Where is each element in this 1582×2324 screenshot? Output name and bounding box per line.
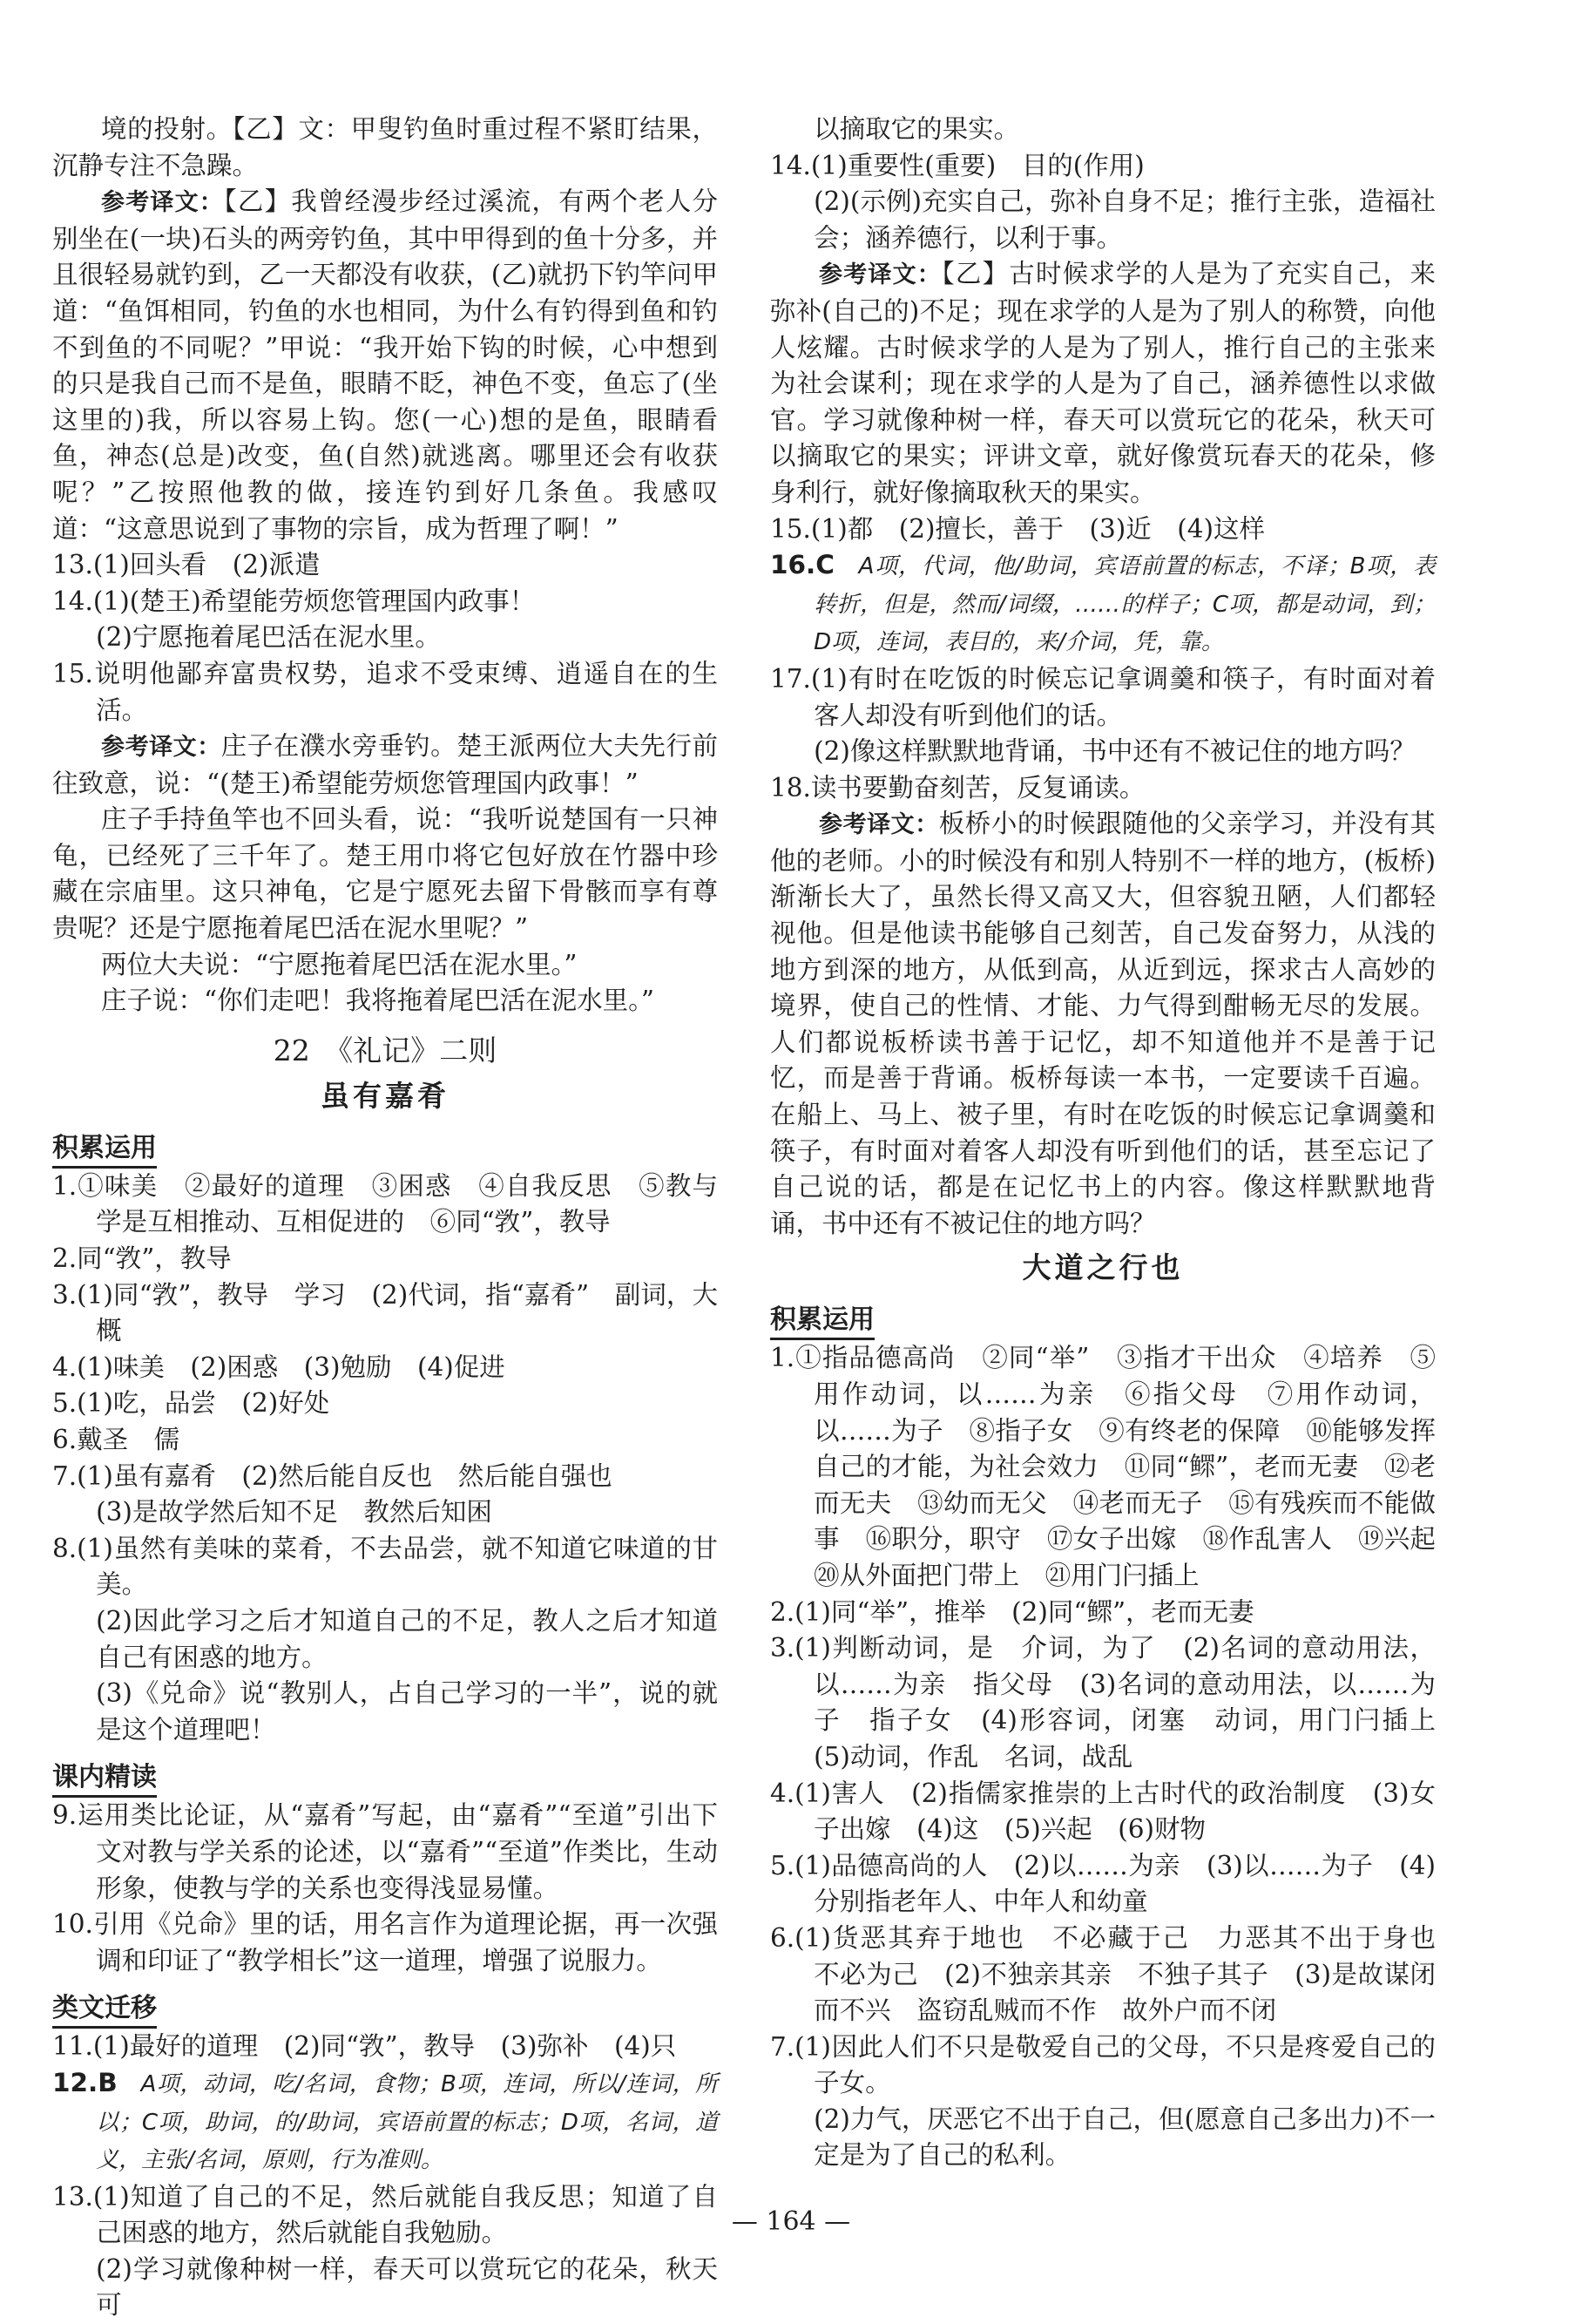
answer-item: 10.引用《兑命》里的话，用名言作为道理论据，再一次强调和印证了“教学相长”这一道理，增强了说服力。 bbox=[52, 1909, 718, 1975]
section-heading bbox=[770, 1296, 1436, 1340]
section-subtitle: 虽有嘉肴 bbox=[321, 1078, 450, 1113]
answer-item: 8.(1)虽然有美味的菜肴，不去品尝，就不知道它味道的甘美。 bbox=[52, 1533, 718, 1600]
answer-item: 14.(1)重要性(重要) 目的(作用) bbox=[770, 150, 1145, 180]
answer-subitem: (2)(示例)充实自己，弥补自身不足；推行主张，造福社会；涵养德行，以利于事。 bbox=[814, 186, 1436, 253]
paragraph: 境的投射。【乙】文：甲叟钓鱼时重过程不紧盯结果，沉静专注不急躁。 bbox=[52, 114, 718, 180]
answer-item-explained bbox=[770, 547, 1436, 661]
answer-item: 13.(1)知道了自己的不足，然后就能自我反思；知道了自己困惑的地方，然后就能自我勉励。 bbox=[52, 2181, 718, 2248]
answer-item: 15.(1)都 (2)擅长，善于 (3)近 (4)这样 bbox=[770, 513, 1266, 544]
answer-item: 7.(1)虽有嘉肴 (2)然后能自反也 然后能自强也 bbox=[52, 1460, 612, 1491]
paragraph: 庄子说：“你们走吧！我将拖着尾巴活在泥水里。” bbox=[101, 986, 654, 1016]
answer-item: 9.运用类比论证，从“嘉肴”写起，由“嘉肴”“至道”引出下文对教与学关系的论述，以“嘉肴”“至道”作类比，生动形象，使教与学的关系也变得浅显易懂。 bbox=[52, 1800, 718, 1903]
reference-text: 庄子在濮水旁垂钓。楚王派两位大夫先行前往致意，说：“(楚王)希望能劳烦您管理国内政事！” bbox=[52, 731, 718, 798]
answer-item: 13.(1)回头看 (2)派遣 bbox=[52, 550, 321, 580]
answer-subitem: 以摘取它的果实。 bbox=[814, 114, 1020, 144]
section-heading bbox=[52, 1124, 718, 1169]
answer-item: 3.(1)同“敩”，教导 学习 (2)代词，指“嘉肴” 副词，大概 bbox=[52, 1279, 718, 1346]
answer-subitem: (2)因此学习之后才知道自己的不足，教人之后才知道自己有困惑的地方。 bbox=[96, 1605, 718, 1672]
answer-item: 4.(1)味美 (2)困惑 (3)勉励 (4)促进 bbox=[52, 1352, 505, 1382]
answer-item: 18.读书要勤奋刻苦，反复诵读。 bbox=[770, 772, 1146, 803]
answer-item: 11.(1)最好的道理 (2)同“敩”，教导 (3)弥补 (4)只 bbox=[52, 2031, 677, 2062]
answer-explanation: A项，代词，他/助词，宾语前置的标志，不译；B项，表转折，但是，然而/词缀，……的样子；C项，都是动词，到；D项，连词，表目的，来/介词，凭，靠。 bbox=[814, 553, 1436, 656]
section-heading-label: 积累运用 bbox=[52, 1131, 157, 1169]
answer-subitem: (2)学习就像种树一样，春天可以赏玩它的花朵，秋天可 bbox=[96, 2253, 718, 2321]
answer-subitem: (2)力气，厌恶它不出于自己，但(愿意自己多出力)不一定是为了自己的私利。 bbox=[814, 2104, 1436, 2171]
answer-item: 1.①指品德高尚 ②同“举” ③指才干出众 ④培养 ⑤用作动词，以……为亲 ⑥指父母 ⑦用作动词，以……为子 ⑧指子女 ⑨有终老的保障 ⑩能够发挥自己的才能，为社会效力 ⑪同“鳏”，老而无妻 ⑫老而无夫 ⑬幼而无父 ⑭老而无子 ⑮有残疾而不能做事 ⑯职分，职守 ⑰女子出嫁 ⑱作乱害人 ⑲兴起 ⑳从外面把门带上 ㉑用门闩插上 bbox=[770, 1343, 1462, 1590]
answer-item: 17.(1)有时在吃饭的时候忘记拿调羹和筷子，有时面对着客人却没有听到他们的话。 bbox=[770, 663, 1436, 730]
reference-translation bbox=[770, 256, 1436, 511]
answer-item: 7.(1)因此人们不只是敬爱自己的父母，不只是疼爱自己的子女。 bbox=[770, 2031, 1436, 2098]
paragraph: 两位大夫说：“宁愿拖着尾巴活在泥水里。” bbox=[101, 949, 578, 979]
reference-translation bbox=[770, 806, 1436, 1242]
answer-item: 5.(1)吃，品尝 (2)好处 bbox=[52, 1388, 330, 1419]
answer-subitem: (3)是故学然后知不足 教然后知困 bbox=[96, 1497, 492, 1528]
section-subtitle: 大道之行也 bbox=[1022, 1250, 1184, 1285]
answer-choice: 16.C bbox=[770, 550, 835, 580]
answer-item: 14.(1)(楚王)希望能劳烦您管理国内政事！ bbox=[52, 586, 536, 616]
answer-item: 6.戴圣 儒 bbox=[52, 1425, 180, 1454]
answer-subitem: (2)宁愿拖着尾巴活在泥水里。 bbox=[96, 622, 441, 653]
reference-label: 参考译文： bbox=[101, 734, 221, 762]
answer-item: 3.(1)判断动词，是 介词，为了 (2)名词的意动用法，以……为亲 指父母 (3)名词的意动用法，以……为子 指子女 (4)形容词，闭塞 动词，用门闩插上 (5)动词，作乱 名词，战乱 bbox=[770, 1633, 1462, 1772]
answer-item: 1.①味美 ②最好的道理 ③困惑 ④自我反思 ⑤教与学是互相推动、互相促进的 ⑥同“敩”，教导 bbox=[52, 1170, 718, 1237]
reference-label: 参考译文： bbox=[819, 261, 942, 289]
reference-translation bbox=[52, 728, 718, 802]
answer-item: 6.(1)货恶其弃于地也 不必藏于己 力恶其不出于身也 不必为己 (2)不独亲其亲 不独子其子 (3)是故谋闭而不兴 盗窃乱贼而不作 故外户而不闭 bbox=[770, 1922, 1462, 2026]
reference-text: 【乙】我曾经漫步经过溪流，有两个老人分别坐在(一块)石头的两旁钓鱼，其中甲得到的鱼十分多，并且很轻易就钓到，乙一天都没有收获，(乙)就扔下钓竿问甲道：“鱼饵相同，钓鱼的水也相同，为什么有钓得到鱼和钓不到鱼的不同呢？”甲说：“我开始下钩的时候，心中想到的只是我自己而不是鱼，眼睛不眨，神色不变，鱼忘了(坐这里的)我，所以容易上钩。您(一心)想的是鱼，眼睛看鱼，神态(总是)改变，鱼(自然)就逃离。哪里还会有收获呢？”乙按照他教的做，接连钓到好几条鱼。我感叹道：“这意思说到了事物的宗旨，成为哲理了啊！” bbox=[52, 186, 718, 544]
reference-text: 【乙】古时候求学的人是为了充实自己，来弥补(自己的)不足；现在求学的人是为了别人的称赞，向他人炫耀。古时候求学的人是为了别人，推行自己的主张来为社会谋利；现在求学的人是为了自己，涵养德性以求做官。学习就像种树一样，春天可以赏玩它的花朵，秋天可以摘取它的果实；评讲文章，就好像赏玩春天的花朵，修身利行，就好像摘取秋天的果实。 bbox=[770, 259, 1436, 507]
answer-item: 2.(1)同“举”，推举 (2)同“鳏”，老而无妻 bbox=[770, 1596, 1254, 1627]
section-heading-label: 积累运用 bbox=[770, 1303, 875, 1340]
answer-choice: 12.B bbox=[52, 2067, 118, 2097]
section-heading-label: 类文迁移 bbox=[52, 1991, 157, 2029]
section-heading bbox=[52, 1984, 718, 2029]
page-number: — 164 — bbox=[731, 2206, 851, 2237]
reference-label: 参考译文： bbox=[819, 811, 939, 839]
answer-explanation: A项，动词，吃/名词，食物；B项，连词，所以/连词，所以；C项，助词，的/助词，宾语前置的标志；D项，名词，道义，主张/名词，原则，行为准则。 bbox=[96, 2070, 718, 2174]
answer-subitem: (3)《兑命》说“教别人，占自己学习的一半”，说的就是这个道理吧！ bbox=[96, 1678, 718, 1745]
reference-text: 板桥小的时候跟随他的父亲学习，并没有其他的老师。小的时候没有和别人特别不一样的地方，(板桥)渐渐长大了，虽然长得又高又大，但容貌丑陋，人们都轻视他。但是他读书能够自己刻苦，自己发奋努力，从浅的地方到深的地方，从低到高，从近到远，探求古人高妙的境界，使自己的性情、才能、力气得到酣畅无尽的发展。人们都说板桥读书善于记忆，却不知道他并不是善于记忆，而是善于背诵。板桥每读一本书，一定要读千百遍。在船上、马上、被子里，有时在吃饭的时候忘记拿调羹和筷子，有时面对着客人却没有听到他们的话，甚至忘记了自己说的话，都是在记忆书上的内容。像这样默默地背诵，书中还有不被记住的地方吗？ bbox=[770, 809, 1436, 1238]
paragraph: 庄子手持鱼竿也不回头看，说：“我听说楚国有一只神龟，已经死了三千年了。楚王用巾将它包好放在竹器中珍藏在宗庙里。这只神龟，它是宁愿死去留下骨骸而享有尊贵呢？还是宁愿拖着尾巴活在泥水里呢？” bbox=[52, 804, 718, 944]
reference-translation bbox=[52, 184, 718, 547]
answer-item: 4.(1)害人 (2)指儒家推崇的上古时代的政治制度 (3)女子出嫁 (4)这 (5)兴起 (6)财物 bbox=[770, 1778, 1436, 1845]
section-heading bbox=[52, 1753, 718, 1798]
reference-label: 参考译文： bbox=[101, 189, 224, 217]
answer-subitem: (2)像这样默默地背诵，书中还有不被记住的地方吗？ bbox=[814, 736, 1416, 767]
right-column bbox=[770, 112, 1462, 2174]
left-column bbox=[52, 112, 718, 2324]
section-heading-label: 课内精读 bbox=[52, 1760, 157, 1798]
answer-item: 2.同“敩”，教导 bbox=[52, 1243, 232, 1274]
lesson-title: 22 《礼记》二则 bbox=[273, 1033, 497, 1067]
answer-item-explained bbox=[52, 2065, 718, 2179]
answer-item: 5.(1)品德高尚的人 (2)以……为亲 (3)以……为子 (4)分别指老年人、中年人和幼童 bbox=[770, 1850, 1436, 1917]
answer-item: 15.说明他鄙弃富贵权势，追求不受束缚、逍遥自在的生活。 bbox=[52, 658, 718, 725]
